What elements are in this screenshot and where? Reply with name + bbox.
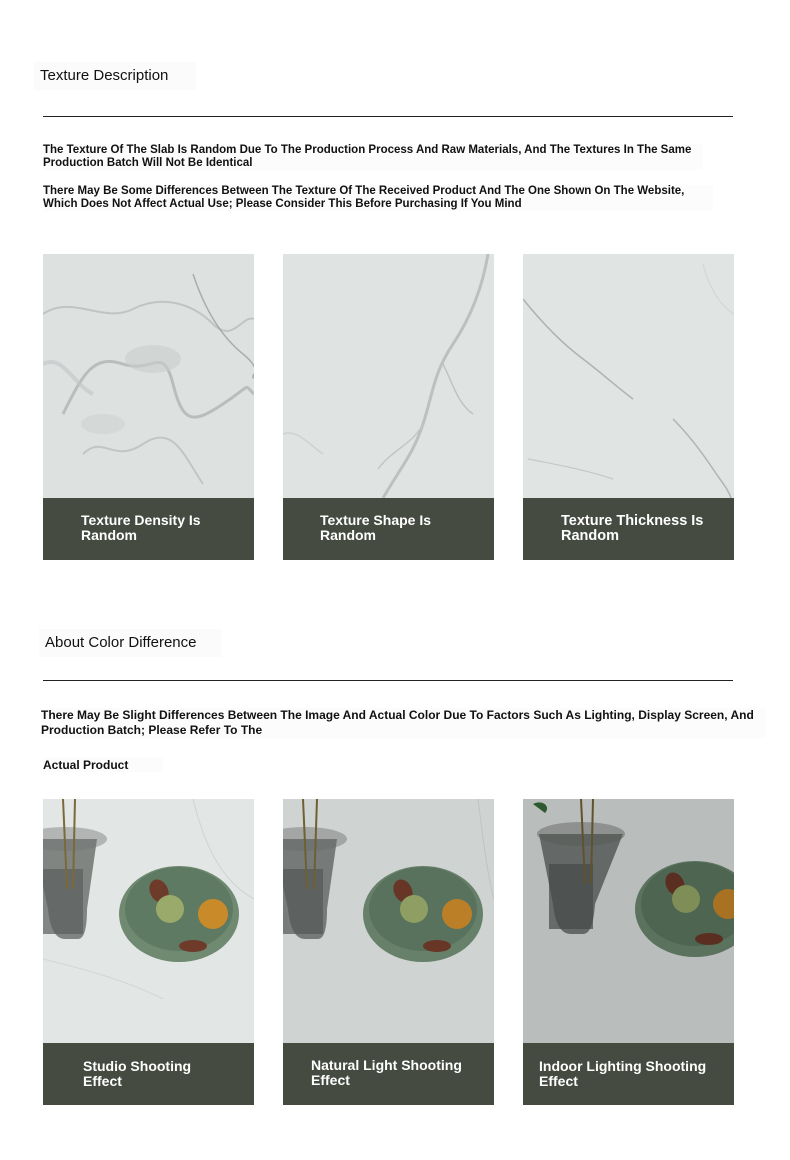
texture-card-caption [523, 498, 734, 560]
texture-card-caption [43, 498, 254, 560]
vase-and-plate-bright-image [43, 799, 254, 1043]
vase-and-plate-natural-image [283, 799, 494, 1043]
color-card-label: Indoor Lighting Shooting Effect [539, 1058, 707, 1089]
color-card-label: Studio Shooting Effect [83, 1058, 192, 1089]
color-note-1: There May Be Slight Differences Between The Image And Actual Color Due To Factors Such As Lighting, Display Screen, And Production Batch; Please Refer To The [41, 708, 766, 738]
texture-card-density [43, 254, 254, 560]
texture-card-label: Texture Thickness Is Random [561, 513, 704, 544]
color-card-label: Natural Light Shooting Effect [311, 1057, 462, 1088]
texture-card-caption [283, 498, 494, 560]
texture-note-1: The Texture Of The Slab Is Random Due To The Production Process And Raw Materials, And The Textures In The Same Production Batch Will Not Be Identical [43, 144, 703, 170]
color-section-title: About Color Difference [39, 629, 221, 657]
color-note-2: Actual Product [43, 758, 163, 772]
color-card-studio [43, 799, 254, 1105]
texture-divider [43, 116, 733, 117]
texture-card-shape [283, 254, 494, 560]
texture-card-thickness [523, 254, 734, 560]
marble-thin-veins-image [523, 254, 734, 498]
color-card-indoor [523, 799, 734, 1105]
vase-and-plate-indoor-image [523, 799, 734, 1043]
color-card-caption [523, 1043, 734, 1105]
color-card-natural [283, 799, 494, 1105]
marble-dense-veins-image [43, 254, 254, 498]
texture-card-label: Texture Density Is Random [81, 512, 201, 543]
texture-card-label: Texture Shape Is Random [320, 512, 432, 543]
marble-single-vein-image [283, 254, 494, 498]
color-card-caption [43, 1043, 254, 1105]
color-card-caption [283, 1043, 494, 1105]
color-divider [43, 680, 733, 681]
texture-note-2: There May Be Some Differences Between The Texture Of The Received Product And The One Shown On The Website, Which Does Not Affect Actual Use; Please Consider This Before Purchasing If You Mind [43, 185, 713, 211]
texture-section-title: Texture Description [34, 62, 196, 90]
